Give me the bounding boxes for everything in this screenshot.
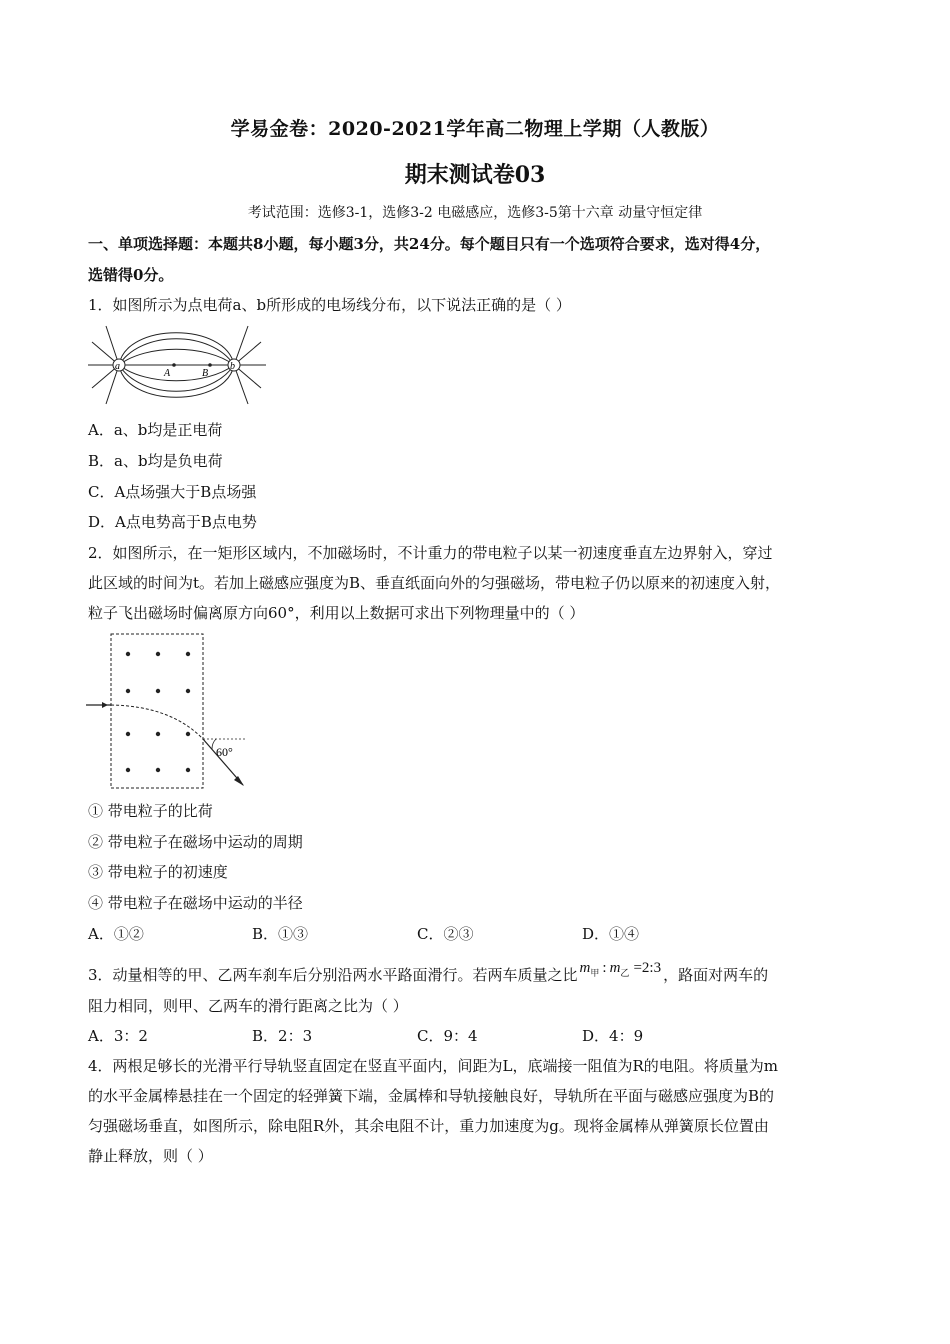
q2-option-c: C．②③ <box>417 925 474 943</box>
q2-item-1: ① 带电粒子的比荷 <box>88 802 213 820</box>
q3-stem-part2: ，路面对两车的 <box>663 966 769 984</box>
q2-option-d: D．①④ <box>582 925 640 943</box>
q4-stem-line4: 静止释放，则（ ） <box>88 1147 213 1165</box>
q1-charge-a-label: a <box>115 361 120 372</box>
exam-title: 学易金卷：2020-2021学年高二物理上学期（人教版） <box>230 118 720 140</box>
section-heading-line2: 选错得0分。 <box>88 266 174 284</box>
q3-option-a: A．3：2 <box>88 1027 148 1045</box>
exam-subtitle: 期末测试卷03 <box>404 162 546 188</box>
q3-option-d: D．4：9 <box>582 1027 644 1045</box>
q3-stem-line1 <box>88 960 769 987</box>
q3-option-b: B．2：3 <box>252 1027 313 1045</box>
q1-option-b: B．a、b均是负电荷 <box>88 452 223 470</box>
section-heading-line1: 一、单项选择题：本题共8小题，每小题3分，共24分。每个题目只有一个选项符合要求，选对得4分， <box>88 235 771 253</box>
q3-formula-m2: m <box>609 960 621 976</box>
exam-scope: 考试范围：选修3-1，选修3-2 电磁感应，选修3-5第十六章 动量守恒定律 <box>247 205 703 221</box>
q1-point-b-label: B <box>202 368 209 379</box>
q2-stem-line1: 2．如图所示，在一矩形区域内，不加磁场时，不计重力的带电粒子以某一初速度垂直左边界射入，穿过 <box>88 544 773 562</box>
q2-stem-line2: 此区域的时间为t。若加上磁感应强度为B、垂直纸面向外的匀强磁场，带电粒子仍以原来的初速度入射， <box>88 574 781 592</box>
q1-option-a: A．a、b均是正电荷 <box>88 421 223 439</box>
q4-stem-line2: 的水平金属棒悬挂在一个固定的轻弹簧下端，金属棒和导轨接触良好，导轨所在平面与磁感应强度为B的 <box>88 1087 775 1105</box>
q3-formula-sub1: 甲 <box>590 968 600 978</box>
q1-option-c: C．A点场强大于B点场强 <box>88 483 257 501</box>
q4-stem-line1: 4．两根足够长的光滑平行导轨竖直固定在竖直平面内，间距为L，底端接一阻值为R的电阻。将质量为m <box>88 1057 779 1075</box>
q2-option-b: B．①③ <box>252 925 309 943</box>
q1-field-lines-figure <box>86 322 268 408</box>
q3-stem-part1: 3．动量相等的甲、乙两车刹车后分别沿两水平路面滑行。若两车质量之比 <box>88 966 578 984</box>
q2-angle-label: 60° <box>216 745 233 759</box>
q2-option-a: A．①② <box>88 925 144 943</box>
q1-option-d: D．A点电势高于B点电势 <box>88 513 257 531</box>
q2-magnetic-field-figure <box>86 630 256 792</box>
q1-point-a-label: A <box>164 368 171 379</box>
q2-stem-line3: 粒子飞出磁场时偏离原方向60°，利用以上数据可求出下列物理量中的（ ） <box>88 604 585 622</box>
q1-charge-b-label: b <box>230 361 235 372</box>
q2-item-2: ② 带电粒子在磁场中运动的周期 <box>88 833 303 851</box>
q2-item-4: ④ 带电粒子在磁场中运动的半径 <box>88 894 303 912</box>
q3-formula-sub2: 乙 <box>620 968 630 978</box>
q3-option-c: C．9：4 <box>417 1027 478 1045</box>
q3-formula-ratio: =2:3 <box>633 960 662 976</box>
q3-formula-m1: m <box>579 960 591 976</box>
q3-stem-line2: 阻力相同，则甲、乙两车的滑行距离之比为（ ） <box>88 997 408 1015</box>
q3-mass-ratio-formula <box>580 960 662 979</box>
q1-stem: 1．如图所示为点电荷a、b所形成的电场线分布，以下说法正确的是（ ） <box>88 296 571 314</box>
q4-stem-line3: 匀强磁场垂直，如图所示，除电阻R外，其余电阻不计，重力加速度为g。现将金属棒从弹簧原长位置由 <box>88 1117 769 1135</box>
q3-formula-colon: : <box>602 960 607 976</box>
q2-item-3: ③ 带电粒子的初速度 <box>88 863 228 881</box>
